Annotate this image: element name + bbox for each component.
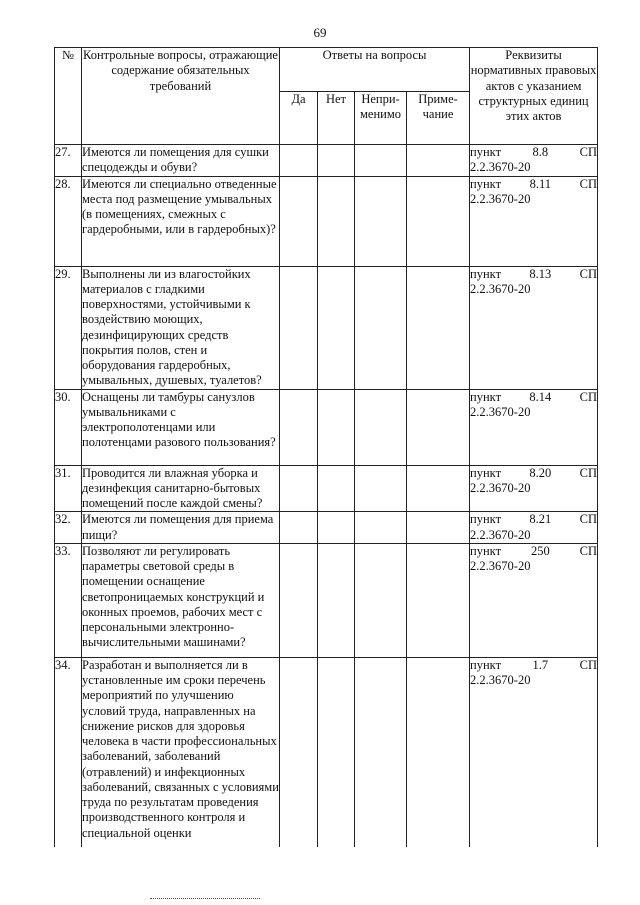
ref-document: 2.2.3670-20 [470, 480, 531, 495]
table-row [55, 465, 598, 512]
ref-document: 2.2.3670-20 [470, 404, 531, 419]
header-yes: Да [280, 92, 318, 145]
row-requisites [470, 657, 598, 847]
row-number: 34. [55, 657, 82, 847]
answer-no-cell[interactable] [318, 389, 355, 465]
header-no: Нет [318, 92, 355, 145]
answer-no-cell[interactable] [318, 266, 355, 389]
row-number: 27. [55, 145, 82, 177]
ref-word: пункт [470, 266, 502, 281]
row-number: 31. [55, 465, 82, 512]
answer-note-cell[interactable] [407, 266, 470, 389]
scan-artifact-line [150, 898, 260, 899]
ref-document: 2.2.3670-20 [470, 673, 531, 687]
table-row [55, 176, 598, 266]
ref-code: СП [579, 465, 598, 480]
row-requisites [470, 389, 598, 465]
ref-clause: 8.21 [529, 512, 552, 527]
row-number: 29. [55, 266, 82, 389]
answer-note-cell[interactable] [407, 512, 470, 544]
ref-word: пункт [470, 389, 502, 404]
answer-yes-cell[interactable] [280, 176, 318, 266]
header-num: № [55, 48, 82, 145]
row-number: 32. [55, 512, 82, 544]
table-row [55, 145, 598, 177]
answer-no-cell[interactable] [318, 543, 355, 657]
answer-note-cell[interactable] [407, 465, 470, 512]
ref-clause: 8.14 [529, 389, 552, 404]
table-row [55, 512, 598, 544]
answer-no-cell[interactable] [318, 145, 355, 177]
header-note: Приме-чание [407, 92, 470, 145]
row-question: Разработан и выполняется ли в установленные им сроки перечень мероприятий по улучшению условий труда, направленных на снижение рисков для здоровья человека в части профессиональных заболеваний, заболеваний (отравлений) и инфекционных заболеваний, связанных с условиями труда по результатам проведения производственного контроля и специальной оценки [82, 657, 280, 847]
ref-code: СП [579, 543, 598, 558]
ref-code: СП [579, 145, 598, 159]
answer-yes-cell[interactable] [280, 543, 318, 657]
ref-clause: 8.11 [529, 176, 552, 191]
row-question: Имеются ли помещения для приема пищи? [82, 512, 280, 544]
header-question: Контрольные вопросы, отражающие содержание обязательных требований [82, 48, 280, 145]
answer-not-applicable-cell[interactable] [355, 512, 407, 544]
answer-note-cell[interactable] [407, 657, 470, 847]
answer-not-applicable-cell[interactable] [355, 176, 407, 266]
row-requisites [470, 512, 598, 544]
row-requisites [470, 543, 598, 657]
row-question: Имеются ли специально отведенные места под размещение умывальных (в помещениях, смежных с гардеробными, или в гардеробных)? [82, 176, 280, 266]
ref-clause: 8.8 [532, 145, 549, 159]
answer-not-applicable-cell[interactable] [355, 266, 407, 389]
answer-yes-cell[interactable] [280, 657, 318, 847]
answer-not-applicable-cell[interactable] [355, 389, 407, 465]
ref-code: СП [579, 176, 598, 191]
ref-document: 2.2.3670-20 [470, 160, 531, 175]
ref-clause: 8.13 [529, 266, 552, 281]
ref-document: 2.2.3670-20 [470, 559, 531, 573]
ref-clause: 250 [530, 543, 550, 558]
answer-no-cell[interactable] [318, 465, 355, 512]
row-number: 30. [55, 389, 82, 465]
answer-note-cell[interactable] [407, 145, 470, 177]
row-question: Выполнены ли из влагостойких материалов с гладкими поверхностями, устойчивыми к воздействию моющих, дезинфицирующих средств покрытия полов, стен и оборудования гардеробных, умывальных, душевых, туалетов? [82, 266, 280, 389]
answer-yes-cell[interactable] [280, 465, 318, 512]
row-question: Имеются ли помещения для сушки спецодежды и обуви? [82, 145, 280, 177]
answer-no-cell[interactable] [318, 512, 355, 544]
ref-word: пункт [470, 657, 502, 672]
ref-word: пункт [470, 543, 502, 558]
answer-no-cell[interactable] [318, 657, 355, 847]
row-requisites [470, 266, 598, 389]
table-row [55, 543, 598, 657]
ref-word: пункт [470, 145, 502, 159]
header-answers: Ответы на вопросы [280, 48, 470, 92]
header-requisites: Реквизиты нормативных правовых актов с указанием структурных единиц этих актов [470, 48, 598, 145]
answer-note-cell[interactable] [407, 543, 470, 657]
row-requisites [470, 145, 598, 177]
ref-word: пункт [470, 176, 502, 191]
ref-word: пункт [470, 512, 502, 527]
ref-clause: 1.7 [532, 657, 549, 672]
ref-code: СП [579, 266, 598, 281]
ref-document: 2.2.3670-20 [470, 281, 531, 296]
ref-clause: 8.20 [529, 465, 552, 480]
row-question: Позволяют ли регулировать параметры световой среды в помещении оснащение светопроницаемых конструкций и оконных проемов, рабочих мест с персональными электронно-вычислительными машинами? [82, 543, 280, 657]
table-row [55, 389, 598, 465]
answer-note-cell[interactable] [407, 389, 470, 465]
row-number: 28. [55, 176, 82, 266]
ref-code: СП [579, 657, 598, 672]
answer-yes-cell[interactable] [280, 266, 318, 389]
row-requisites [470, 176, 598, 266]
answer-not-applicable-cell[interactable] [355, 543, 407, 657]
answer-yes-cell[interactable] [280, 389, 318, 465]
ref-document: 2.2.3670-20 [470, 527, 531, 542]
ref-word: пункт [470, 465, 502, 480]
ref-document: 2.2.3670-20 [470, 191, 531, 206]
ref-code: СП [579, 389, 598, 404]
answer-note-cell[interactable] [407, 176, 470, 266]
header-not-applicable: Непри-менимо [355, 92, 407, 145]
row-question: Оснащены ли тамбуры санузлов умывальниками с электрополотенцами или полотенцами разового пользования? [82, 389, 280, 465]
answer-yes-cell[interactable] [280, 512, 318, 544]
row-requisites [470, 465, 598, 512]
answer-not-applicable-cell[interactable] [355, 657, 407, 847]
page-number: 69 [313, 25, 327, 40]
table-row [55, 657, 598, 847]
checklist-table [54, 47, 598, 847]
table-row [55, 266, 598, 389]
answer-not-applicable-cell[interactable] [355, 465, 407, 512]
answer-yes-cell[interactable] [280, 145, 318, 177]
answer-no-cell[interactable] [318, 176, 355, 266]
ref-code: СП [579, 512, 598, 527]
row-question: Проводится ли влажная уборка и дезинфекция санитарно-бытовых помещений после каждой смены? [82, 465, 280, 512]
row-number: 33. [55, 543, 82, 657]
answer-not-applicable-cell[interactable] [355, 145, 407, 177]
